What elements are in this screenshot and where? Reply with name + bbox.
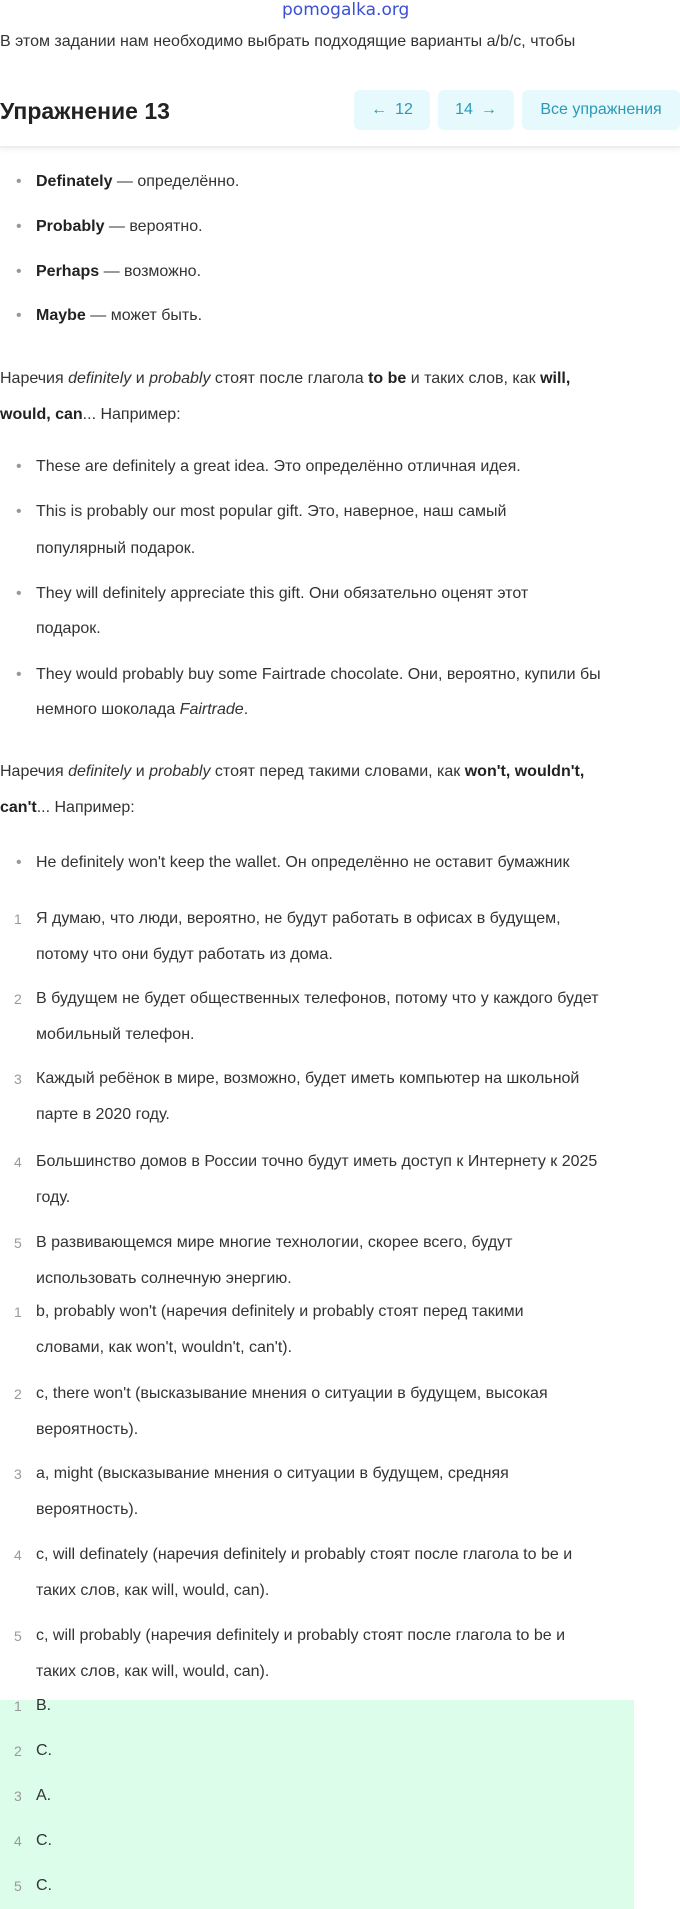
example-2: • He definitely won't keep the wallet. Он определённо не оставит бумажник <box>36 845 676 881</box>
sentence-item-cont <box>36 1097 676 1133</box>
text: C. <box>36 1877 52 1894</box>
intro-text: В этом задании нам необходимо выбрать подходящие варианты a/b/c, чтобы <box>0 33 576 50</box>
text: таких слов, как will, would, can). <box>36 1582 270 1599</box>
text: словами, как won't, wouldn't, can't). <box>36 1339 293 1356</box>
text: — возможно. <box>99 263 202 280</box>
answer-item <box>14 1456 676 1492</box>
example-item-cont <box>36 692 676 728</box>
text: ... Например: <box>82 406 181 423</box>
text: Наречия <box>0 370 69 387</box>
text: c, there won't (высказывание мнения о ситуации в будущем, высокая <box>36 1385 548 1402</box>
next-label: 14 <box>455 101 473 118</box>
text: They will definitely appreciate this gift. Они обязательно оценят этот <box>36 585 529 602</box>
text: стоят после глагола <box>210 370 369 387</box>
watermark: pomogalka.org <box>282 0 410 20</box>
text: b, probably won't (наречия definitely и probably стоят перед такими <box>36 1303 524 1320</box>
all-exercises-button[interactable]: Все упражнения <box>522 90 680 130</box>
text: They would probably buy some Fairtrade chocolate. Они, вероятно, купили бы <box>36 666 601 683</box>
text: 2 <box>14 1386 22 1402</box>
answer-item <box>14 1294 676 1330</box>
text: подарок. <box>36 620 101 637</box>
final-answer-item <box>14 1733 676 1769</box>
text: would, can <box>0 406 83 423</box>
sentence-item-cont <box>36 1261 676 1297</box>
final-answer-item <box>14 1868 676 1904</box>
prev-exercise-button[interactable] <box>354 90 430 130</box>
text: won't, wouldn't, <box>464 763 585 780</box>
answer-item-cont <box>36 1573 676 1609</box>
text: — может быть. <box>85 307 203 324</box>
text: мобильный телефон. <box>36 1026 195 1043</box>
text: probably <box>149 370 211 387</box>
text: 5 <box>14 1878 22 1894</box>
sentence-item-cont <box>36 937 676 973</box>
answer-item-cont <box>36 1492 676 1528</box>
text: C. <box>36 1742 52 1759</box>
example-item-cont <box>36 611 676 647</box>
text: Perhaps <box>36 263 100 280</box>
text: c, will definately (наречия definitely и probably стоят после глагола to be и <box>36 1546 573 1563</box>
sentence-item <box>14 1061 676 1097</box>
final-answer-item <box>14 1688 676 1724</box>
text: Fairtrade <box>179 701 244 718</box>
answer-item <box>14 1376 676 1412</box>
text: Я думаю, что люди, вероятно, не будут работать в офисах в будущем, <box>36 910 561 927</box>
adverb-item <box>36 209 676 245</box>
text: использовать солнечную энергию. <box>36 1270 292 1287</box>
text: немного шоколада <box>36 701 180 718</box>
answer-item-cont <box>36 1412 676 1448</box>
text: Definately <box>36 173 113 190</box>
text: A. <box>36 1787 52 1804</box>
rule-2 <box>0 754 640 790</box>
text: 5 <box>14 1235 22 1251</box>
text: 4 <box>14 1833 22 1849</box>
sentence-item <box>14 901 676 937</box>
text: 2 <box>14 1743 22 1759</box>
sentence-item-cont <box>36 1180 676 1216</box>
text: стоят перед такими словами, как <box>210 763 465 780</box>
text: These are definitely a great idea. Это определённо отличная идея. <box>36 458 521 475</box>
text: probably <box>149 763 211 780</box>
text: 2 <box>14 991 22 1007</box>
adverb-item <box>36 164 676 200</box>
text: 1 <box>14 1304 22 1320</box>
final-answer-item <box>14 1778 676 1814</box>
text: can't <box>0 799 37 816</box>
answer-item <box>14 1537 676 1573</box>
text: Каждый ребёнок в мире, возможно, будет иметь компьютер на школьной <box>36 1070 580 1087</box>
text: таких слов, как will, would, can). <box>36 1663 270 1680</box>
rule-1 <box>0 361 640 397</box>
text: 1 <box>14 1698 22 1714</box>
rule-2-cont <box>0 790 640 826</box>
adverb-item <box>36 254 676 290</box>
example-item <box>36 449 676 485</box>
text: 1 <box>14 911 22 927</box>
sentence-item <box>14 1225 676 1261</box>
sentence-item-cont <box>36 1017 676 1053</box>
prev-label: 12 <box>395 101 413 118</box>
sentence-item <box>14 1144 676 1180</box>
text: 4 <box>14 1154 22 1170</box>
text: и <box>131 370 150 387</box>
text: 3 <box>14 1466 22 1482</box>
adverb-item <box>36 298 676 334</box>
text: — определённо. <box>112 173 240 190</box>
text: . <box>243 701 249 718</box>
example-item <box>36 494 676 530</box>
text: парте в 2020 году. <box>36 1106 170 1123</box>
text: c, will probably (наречия definitely и probably стоят после глагола to be и <box>36 1627 566 1644</box>
text: This is probably our most popular gift. Это, наверное, наш самый <box>36 503 507 520</box>
page-title: Упражнение 13 <box>0 98 170 124</box>
text: ... Например: <box>36 799 135 816</box>
arrow-left-icon: ← <box>371 101 388 118</box>
text: — вероятно. <box>104 218 203 235</box>
final-answer-item <box>14 1823 676 1859</box>
text: популярный подарок. <box>36 540 196 557</box>
next-exercise-button[interactable] <box>438 90 514 130</box>
text: вероятность). <box>36 1501 139 1518</box>
text: Большинство домов в России точно будут иметь доступ к Интернету к 2025 <box>36 1153 598 1170</box>
text: и таких слов, как <box>406 370 541 387</box>
text: a, might (высказывание мнения о ситуации в будущем, средняя <box>36 1465 509 1482</box>
text: Наречия <box>0 763 69 780</box>
text: 5 <box>14 1628 22 1644</box>
text: 4 <box>14 1547 22 1563</box>
answer-item <box>14 1618 676 1654</box>
text: definitely <box>68 370 132 387</box>
text: В развивающемся мире многие технологии, скорее всего, будут <box>36 1234 513 1251</box>
text: 3 <box>14 1788 22 1804</box>
text: will, <box>540 370 571 387</box>
text: потому что они будут работать из дома. <box>36 946 333 963</box>
example-item <box>36 576 676 612</box>
text: В будущем не будет общественных телефонов, потому что у каждого будет <box>36 990 599 1007</box>
text: B. <box>36 1697 52 1714</box>
text: и <box>131 763 150 780</box>
example-item <box>36 657 676 693</box>
exercise-header <box>0 80 680 148</box>
text: 3 <box>14 1071 22 1087</box>
answer-item-cont <box>36 1654 676 1690</box>
arrow-right-icon: → <box>480 101 497 118</box>
example-item-cont <box>36 531 676 567</box>
sentence-item <box>14 981 676 1017</box>
text: C. <box>36 1832 52 1849</box>
text: definitely <box>68 763 132 780</box>
text: Probably <box>36 218 105 235</box>
text: Maybe <box>36 307 86 324</box>
answer-item-cont <box>36 1330 676 1366</box>
text: году. <box>36 1189 71 1206</box>
text: вероятность). <box>36 1421 139 1438</box>
text: to be <box>368 370 407 387</box>
rule-1-cont <box>0 397 640 433</box>
